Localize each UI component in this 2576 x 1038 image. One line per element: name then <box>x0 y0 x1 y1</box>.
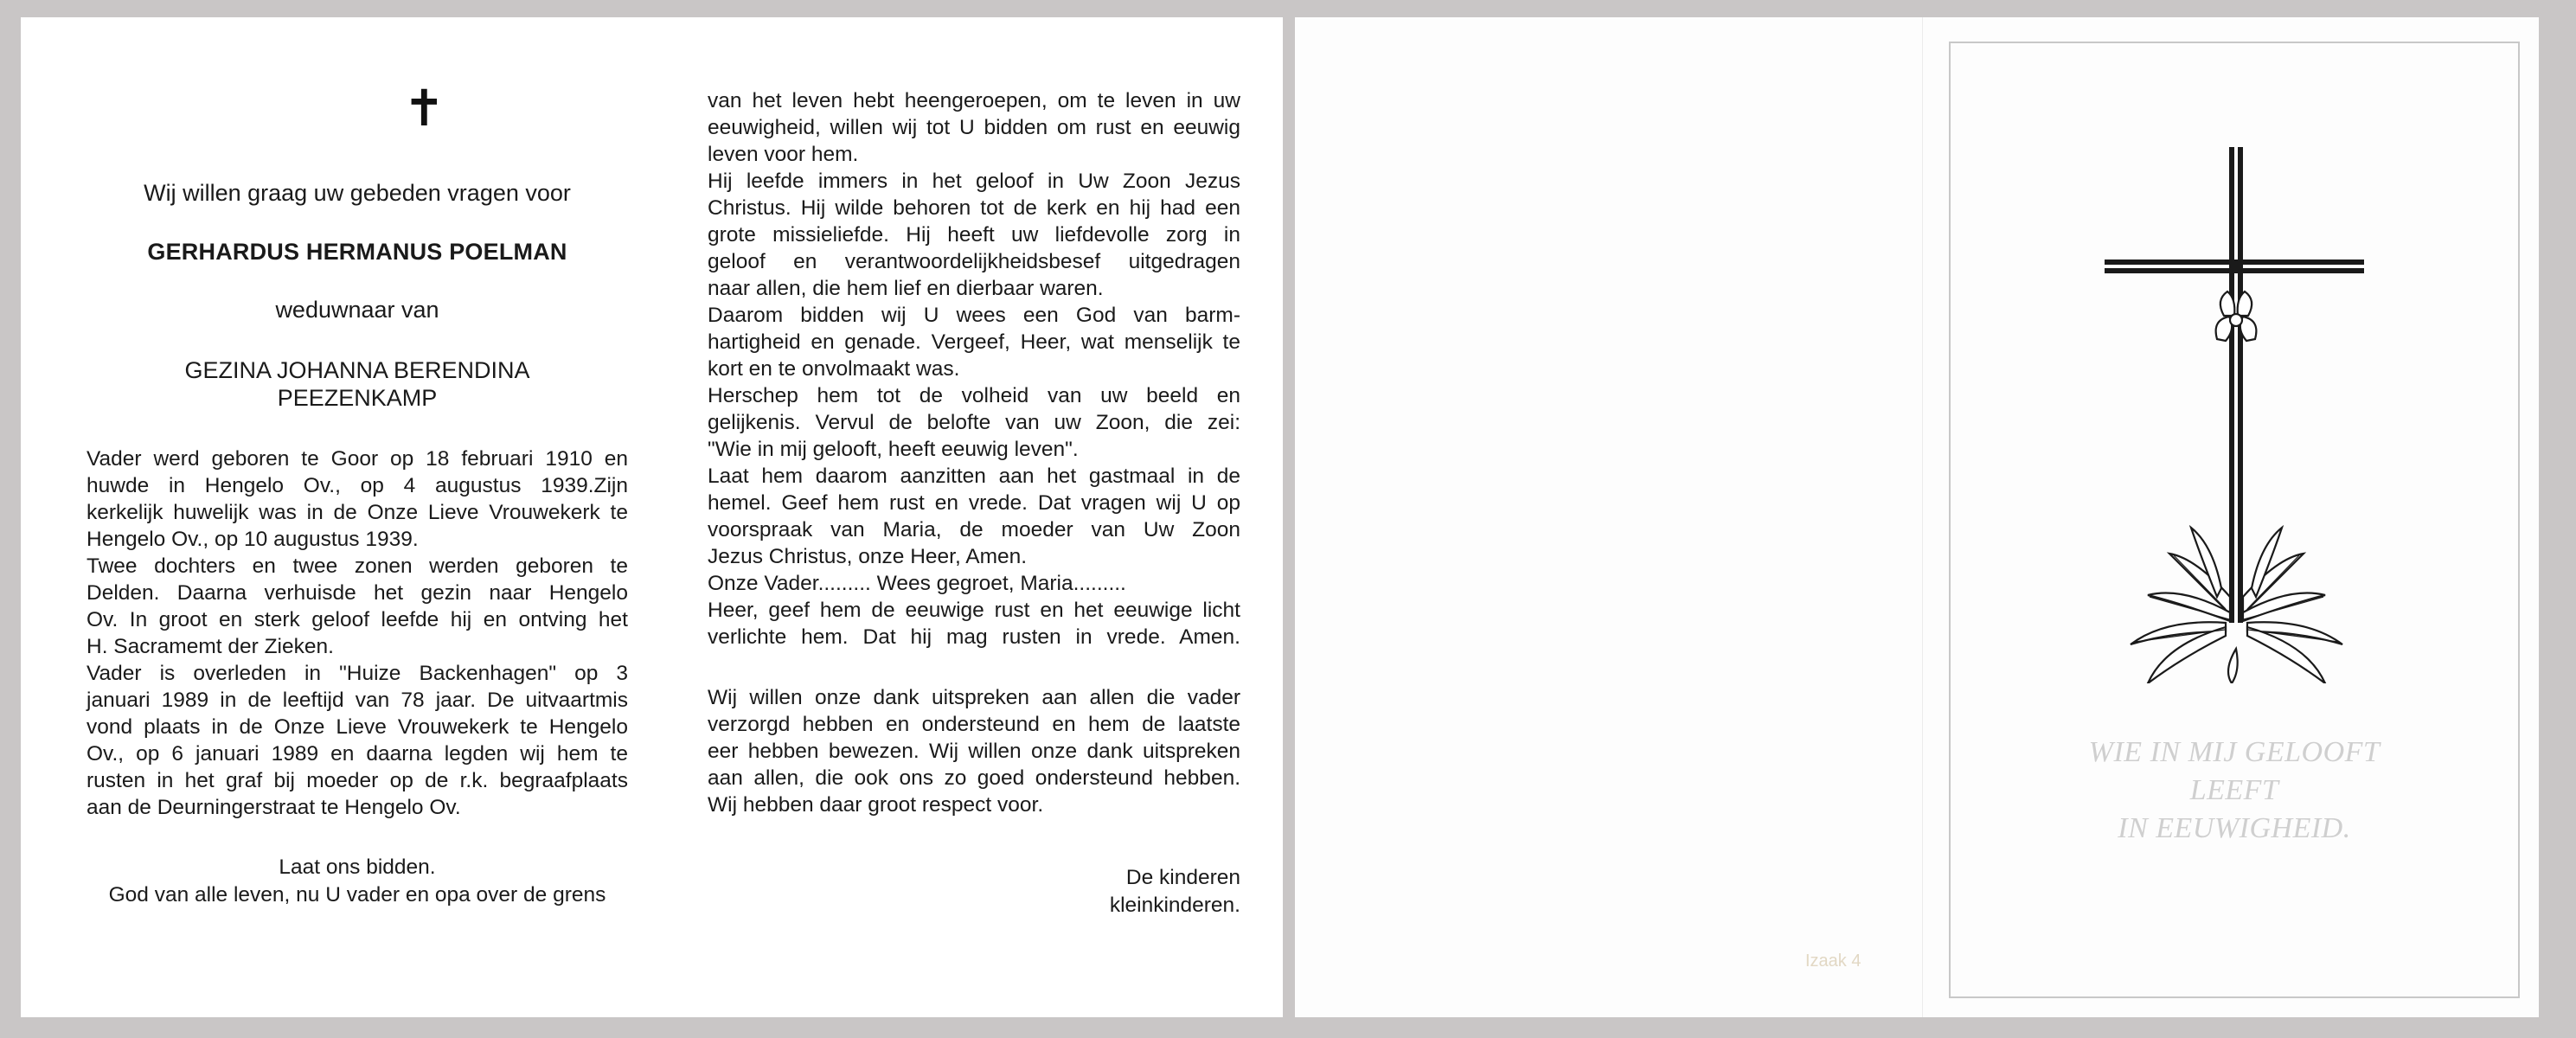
card-front <box>1295 17 2539 1017</box>
bio-line: Delden. Daarna verhuisde het gezin naar Hengelo <box>87 581 628 605</box>
signature-line-2: kleinkinderen. <box>1109 894 1240 917</box>
prayer-line: Jezus Christus, onze Heer, Amen. <box>708 545 1028 568</box>
prayer-line: Christus. Hij wilde behoren tot de kerk en hij had een <box>708 196 1240 220</box>
prayer-line: eeuwigheid, willen wij tot U bidden om rust en eeuwig <box>708 116 1240 139</box>
motto-line-3: IN EEUWIGHEID. <box>2118 812 2351 844</box>
prayer-line: naar allen, die hem lief en dierbaar waren. <box>708 277 1104 300</box>
bio-line: Twee dochters en twee zonen werden geboren te <box>87 554 628 578</box>
small-cross-icon: ✝ <box>403 79 445 138</box>
prayer-line: geloof en verantwoordelijkheidsbesef uitgedragen <box>708 250 1240 273</box>
bio-line: rusten in het graf bij moeder op de r.k. begraafplaats <box>87 769 628 792</box>
motto-line-2: LEEFT <box>2189 774 2279 806</box>
prayer-line: grote missieliefde. Hij heeft uw liefdevolle zorg in <box>708 223 1240 247</box>
text-column-right <box>708 17 1240 1017</box>
bio-line: Vader werd geboren te Goor op 18 februari 1910 en <box>87 447 628 471</box>
bio-line: huwde in Hengelo Ov., op 4 augustus 1939.Zijn <box>87 474 628 497</box>
thanks-line: Wij hebben daar groot respect voor. <box>708 793 1044 817</box>
deceased-name: GERHARDUS HERMANUS POELMAN <box>147 239 567 265</box>
prayer-title: Laat ons bidden. <box>279 855 436 879</box>
prayer-line: van het leven hebt heengeroepen, om te leven in uw <box>708 89 1240 112</box>
bio-line: vond plaats in de Onze Lieve Vrouwekerk te Hengelo <box>87 715 628 739</box>
spouse-name-line-2: PEEZENKAMP <box>277 385 438 411</box>
bio-line: Vader is overleden in "Huize Backenhagen" op 3 <box>87 662 628 685</box>
prayer-line: Daarom bidden wij U wees een God van barm- <box>708 304 1240 327</box>
prayer-line: Laat hem daarom aanzitten aan het gastmaal in de <box>708 465 1240 488</box>
signature-line-1: De kinderen <box>1125 866 1240 889</box>
cross-with-flowers-icon <box>2105 147 2364 683</box>
bio-line: Hengelo Ov., op 10 augustus 1939. <box>87 528 419 551</box>
prayer-line: Onze Vader......... Wees gegroet, Maria......... <box>708 572 1126 595</box>
motto-line-1: WIE IN MIJ GELOOFT <box>2088 736 2381 768</box>
prayer-start: God van alle leven, nu U vader en opa over de grens <box>108 883 606 907</box>
faint-mark: Izaak 4 <box>1805 952 1862 971</box>
prayer-line: Herschep hem tot de volheid van uw beeld en <box>708 384 1240 407</box>
bio-line: H. Sacramemt der Zieken. <box>87 635 334 658</box>
thanks-line: aan allen, die ook ons zo goed ondersteund hebben. <box>708 766 1240 790</box>
prayer-line: hemel. Geef hem rust en vrede. Dat vragen wij U op <box>708 491 1240 515</box>
fold-line <box>1922 17 1923 1017</box>
prayer-line: leven voor hem. <box>708 143 859 166</box>
spouse-name-line-1: GEZINA JOHANNA BERENDINA <box>184 357 530 383</box>
prayer-line: gelijkenis. Vervul de belofte van uw Zoon, die zei: <box>708 411 1240 434</box>
bio-line: Ov., op 6 januari 1989 en daarna legden wij hem te <box>87 742 628 766</box>
prayer-line: verlichte hem. Dat hij mag rusten in vrede. Amen. <box>708 625 1240 649</box>
bio-line: Ov. In groot en sterk geloof leefde hij en ontving het <box>87 608 628 631</box>
prayer-line: "Wie in mij gelooft, heeft eeuwig leven". <box>708 438 1079 461</box>
card-inner-left <box>21 17 1283 1017</box>
thanks-line: Wij willen onze dank uitspreken aan allen die vader <box>708 686 1240 709</box>
relation-text: weduwnaar van <box>275 297 439 323</box>
prayer-line: voorspraak van Maria, de moeder van Uw Zoon <box>708 518 1240 541</box>
thanks-line: verzorgd hebben en ondersteund en hem de laatste <box>708 713 1240 736</box>
prayer-line: hartigheid en genade. Vergeef, Heer, wat menselijk te <box>708 330 1240 354</box>
thanks-line: eer hebben bewezen. Wij willen onze dank uitspreken <box>708 740 1240 763</box>
prayer-line: Heer, geef hem de eeuwige rust en het eeuwige licht <box>708 599 1240 622</box>
intro-text: Wij willen graag uw gebeden vragen voor <box>144 180 571 206</box>
bio-line: kerkelijk huwelijk was in de Onze Lieve Vrouwekerk te <box>87 501 628 524</box>
text-column-left <box>87 17 628 1017</box>
prayer-line: Hij leefde immers in het geloof in Uw Zoon Jezus <box>708 170 1240 193</box>
bio-line: aan de Deurningerstraat te Hengelo Ov. <box>87 796 461 819</box>
bio-line: januari 1989 in de leeftijd van 78 jaar. De uitvaartmis <box>87 689 628 712</box>
prayer-line: kort en te onvolmaakt was. <box>708 357 960 381</box>
